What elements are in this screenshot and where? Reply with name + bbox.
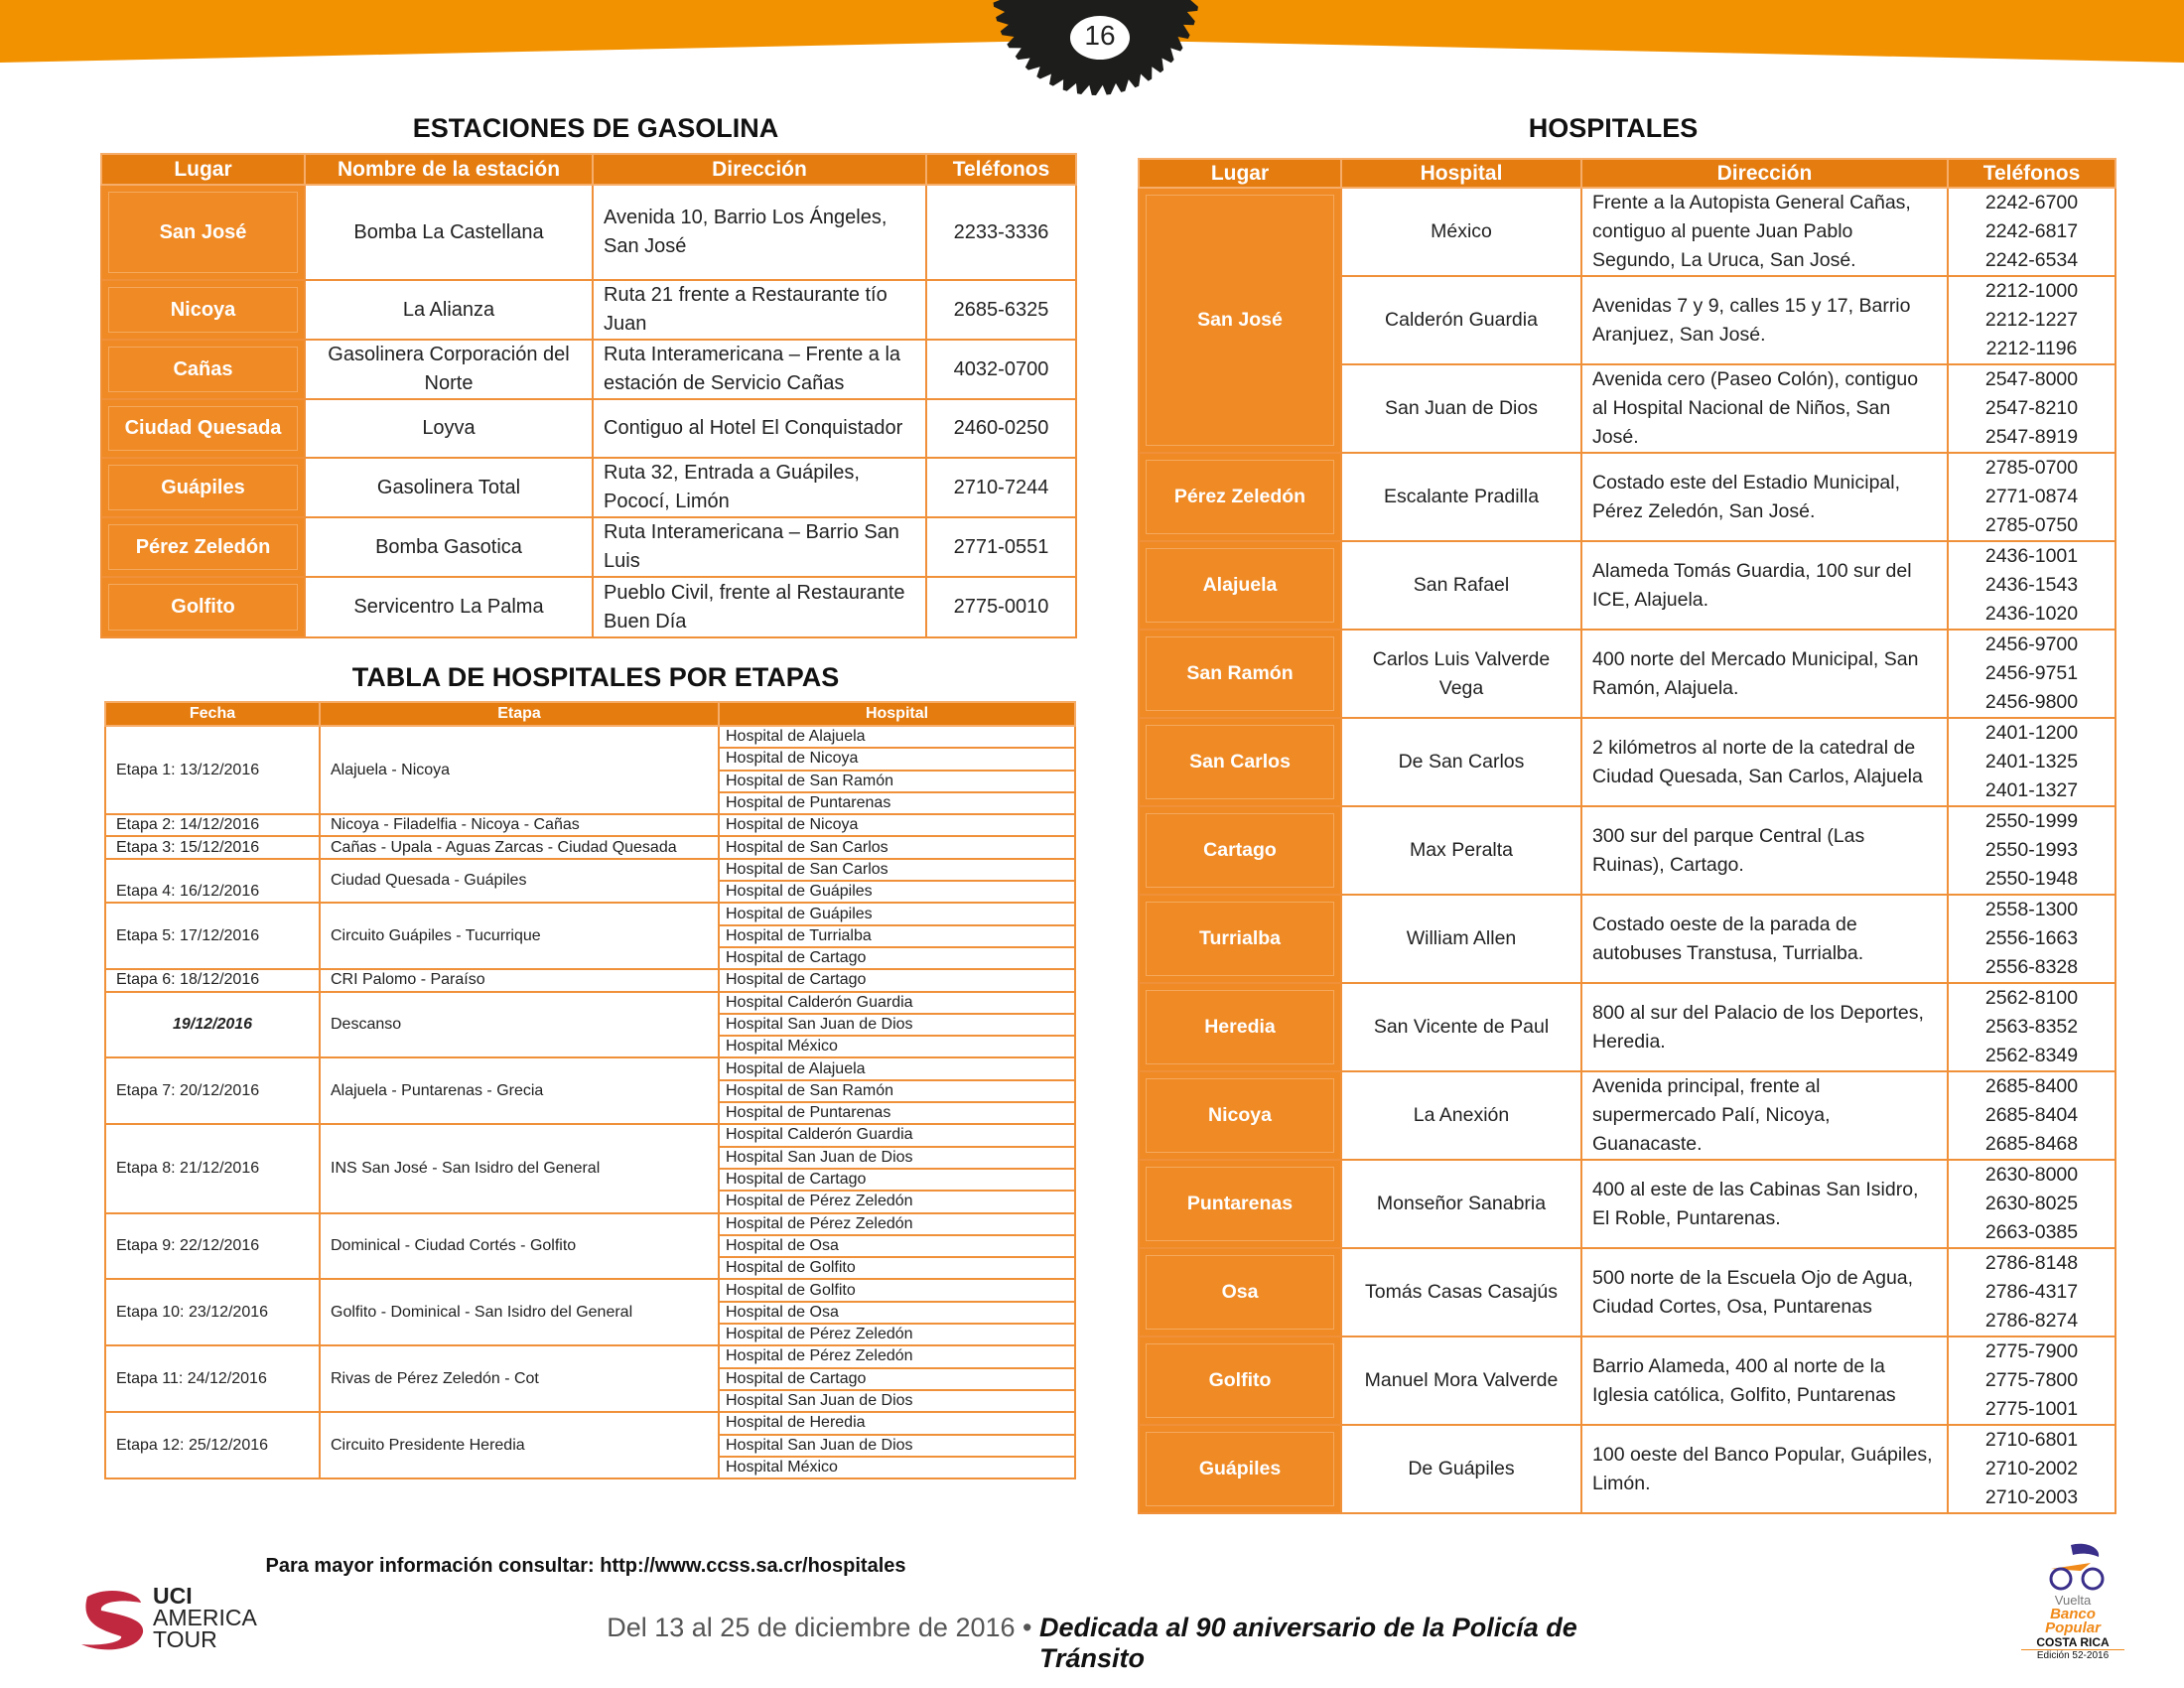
phones-cell [1948, 1336, 2116, 1425]
hospital-name-cell: Escalante Pradilla [1341, 453, 1581, 541]
hospital-cell: Hospital de Guápiles [719, 903, 1075, 924]
phone-number: 2775-7800 [1984, 1369, 2079, 1391]
hospital-name-cell: William Allen [1341, 895, 1581, 983]
station-name-cell: Gasolinera Corporación del Norte [305, 340, 593, 399]
address-cell: Costado oeste de la parada de autobuses Transtusa, Turrialba. [1581, 895, 1948, 983]
date-cell: Etapa 3: 15/12/2016 [105, 836, 320, 858]
phone-number: 2775-7900 [1984, 1340, 2079, 1362]
date-cell: 19/12/2016 [105, 992, 320, 1058]
phone-number: 2785-0750 [1984, 514, 2079, 536]
place-cell: Turrialba [1139, 895, 1341, 983]
col-header-telefonos: Teléfonos [1948, 159, 2116, 188]
hospital-row [1139, 895, 2116, 983]
stage-cell: Nicoya - Filadelfia - Nicoya - Cañas [320, 814, 719, 836]
footer-dates: Del 13 al 25 de diciembre de 2016 • [607, 1613, 1032, 1642]
hospital-cell: Hospital de San Ramón [719, 771, 1075, 792]
phone-number: 2775-1001 [1984, 1398, 2079, 1420]
phones-cell [1948, 1425, 2116, 1513]
stage-cell: Circuito Presidente Heredia [320, 1412, 719, 1478]
hospital-cell: Hospital Calderón Guardia [719, 992, 1075, 1014]
address-cell: Contiguo al Hotel El Conquistador [593, 399, 926, 458]
hospital-cell: Hospital de Guápiles [719, 881, 1075, 903]
phones-cell [1948, 453, 2116, 541]
hospital-row [1139, 806, 2116, 895]
date-cell: Etapa 11: 24/12/2016 [105, 1345, 320, 1412]
phone-number: 2556-1663 [1984, 927, 2079, 949]
date-cell: Etapa 12: 25/12/2016 [105, 1412, 320, 1478]
phone-number: 2436-1020 [1984, 603, 2079, 625]
date-cell: Etapa 6: 18/12/2016 [105, 969, 320, 991]
phones-cell [1948, 983, 2116, 1071]
hospital-cell: Hospital de Golfito [719, 1257, 1075, 1279]
phones-cell [1948, 1248, 2116, 1336]
gas-station-row [101, 280, 1076, 340]
station-name-cell: Loyva [305, 399, 593, 458]
place-cell: Guápiles [1139, 1425, 1341, 1513]
stage-row [105, 859, 1075, 881]
address-cell: Ruta Interamericana – Barrio San Luis [593, 517, 926, 577]
phone-number: 2563-8352 [1984, 1016, 2079, 1038]
place-cell: Nicoya [101, 280, 305, 340]
date-cell: Etapa 9: 22/12/2016 [105, 1213, 320, 1280]
hospital-row [1139, 453, 2116, 541]
stage-row [105, 1279, 1075, 1301]
place-cell: San Ramón [1139, 630, 1341, 718]
hospital-cell: Hospital de Puntarenas [719, 1102, 1075, 1124]
hospital-cell: Hospital de Pérez Zeledón [719, 1213, 1075, 1235]
address-cell: Alameda Tomás Guardia, 100 sur del ICE, Alajuela. [1581, 541, 1948, 630]
phones-cell [1948, 276, 2116, 364]
gas-station-row [101, 517, 1076, 577]
phones-cell [1948, 188, 2116, 276]
phone-number: 2436-1001 [1984, 545, 2079, 567]
hospital-name-cell: Tomás Casas Casajús [1341, 1248, 1581, 1336]
stage-row [105, 1124, 1075, 1146]
gas-station-row [101, 577, 1076, 637]
address-cell: Ruta 21 frente a Restaurante tío Juan [593, 280, 926, 340]
station-name-cell: La Alianza [305, 280, 593, 340]
phone-number: 2685-8404 [1984, 1104, 2079, 1126]
date-cell: Etapa 7: 20/12/2016 [105, 1057, 320, 1124]
phone-cell: 2685-6325 [926, 280, 1076, 340]
hospital-name-cell: México [1341, 188, 1581, 276]
phone-number: 2562-8349 [1984, 1045, 2079, 1066]
hospital-cell: Hospital de Alajuela [719, 726, 1075, 748]
phone-number: 2786-4317 [1984, 1281, 2079, 1303]
stage-row [105, 1412, 1075, 1434]
place-cell: Nicoya [1139, 1071, 1341, 1160]
place-cell: Golfito [101, 577, 305, 637]
phone-number: 2242-6817 [1984, 220, 2079, 242]
phone-number: 2550-1948 [1984, 868, 2079, 890]
place-cell: Heredia [1139, 983, 1341, 1071]
hospital-cell: Hospital de San Carlos [719, 859, 1075, 881]
col-header-direccion: Dirección [593, 154, 926, 185]
phone-number: 2547-8919 [1984, 426, 2079, 448]
address-cell: 2 kilómetros al norte de la catedral de Ciudad Quesada, San Carlos, Alajuela [1581, 718, 1948, 806]
col-header-fecha: Fecha [105, 702, 320, 726]
hospital-cell: Hospital de Pérez Zeledón [719, 1345, 1075, 1367]
phone-number: 2456-9751 [1984, 662, 2079, 684]
hospital-cell: Hospital de Pérez Zeledón [719, 1324, 1075, 1345]
address-cell: 100 oeste del Banco Popular, Guápiles, Limón. [1581, 1425, 1948, 1513]
date-cell: Etapa 2: 14/12/2016 [105, 814, 320, 836]
gas-station-row [101, 185, 1076, 280]
hospital-name-cell: San Vicente de Paul [1341, 983, 1581, 1071]
hospital-cell: Hospital de Osa [719, 1302, 1075, 1324]
date-cell: Etapa 8: 21/12/2016 [105, 1124, 320, 1212]
stage-cell: Descanso [320, 992, 719, 1058]
phone-number: 2436-1543 [1984, 574, 2079, 596]
hospital-row [1139, 541, 2116, 630]
address-cell: Avenida 10, Barrio Los Ángeles, San José [593, 185, 926, 280]
station-name-cell: Servicentro La Palma [305, 577, 593, 637]
hospital-row [1139, 718, 2116, 806]
stage-row [105, 1345, 1075, 1367]
place-cell: San Carlos [1139, 718, 1341, 806]
address-cell: Costado este del Estadio Municipal, Pérez Zeledón, San José. [1581, 453, 1948, 541]
gas-station-row [101, 458, 1076, 517]
phone-number: 2242-6700 [1984, 192, 2079, 213]
phone-number: 2242-6534 [1984, 249, 2079, 271]
phones-cell [1948, 541, 2116, 630]
place-cell: Cartago [1139, 806, 1341, 895]
hospital-name-cell: Max Peralta [1341, 806, 1581, 895]
station-name-cell: Bomba Gasotica [305, 517, 593, 577]
place-cell: Pérez Zeledón [1139, 453, 1341, 541]
phone-number: 2785-0700 [1984, 457, 2079, 479]
stages-title: TABLA DE HOSPITALES POR ETAPAS [351, 662, 840, 692]
phone-number: 2547-8000 [1984, 368, 2079, 390]
col-header-lugar: Lugar [101, 154, 305, 185]
stage-row [105, 1213, 1075, 1235]
phone-number: 2786-8148 [1984, 1252, 2079, 1274]
hospital-row [1139, 630, 2116, 718]
place-cell: Alajuela [1139, 541, 1341, 630]
address-cell: 300 sur del parque Central (Las Ruinas), Cartago. [1581, 806, 1948, 895]
phone-number: 2456-9700 [1984, 633, 2079, 655]
phone-number: 2685-8468 [1984, 1133, 2079, 1155]
col-header-hospital: Hospital [719, 702, 1075, 726]
phones-cell [1948, 895, 2116, 983]
phone-number: 2771-0874 [1984, 486, 2079, 507]
hospital-name-cell: San Rafael [1341, 541, 1581, 630]
date-cell: Etapa 10: 23/12/2016 [105, 1279, 320, 1345]
phone-number: 2212-1227 [1984, 309, 2079, 331]
phone-number: 2562-8100 [1984, 987, 2079, 1009]
stage-row [105, 814, 1075, 836]
hospital-cell: Hospital México [719, 1457, 1075, 1478]
gas-stations-table [100, 153, 1077, 638]
phone-number: 2401-1200 [1984, 722, 2079, 744]
place-cell: Cañas [101, 340, 305, 399]
vuelta-banco-popular-logo: Vuelta Banco Popular COSTA RICA Edición 52-2016 [2021, 1541, 2124, 1665]
phone-cell: 4032-0700 [926, 340, 1076, 399]
date-cell: Etapa 4: 16/12/2016 [105, 859, 320, 904]
stage-cell: Alajuela - Nicoya [320, 726, 719, 814]
phones-cell [1948, 1071, 2116, 1160]
hospitals-title: HOSPITALES [1528, 113, 1699, 143]
col-header-etapa: Etapa [320, 702, 719, 726]
hospital-cell: Hospital de Nicoya [719, 748, 1075, 770]
address-cell: Ruta Interamericana – Frente a la estación de Servicio Cañas [593, 340, 926, 399]
hospital-cell: Hospital de Pérez Zeledón [719, 1191, 1075, 1212]
phone-number: 2663-0385 [1984, 1221, 2079, 1243]
phone-number: 2710-2002 [1984, 1458, 2079, 1479]
phones-cell [1948, 364, 2116, 453]
place-cell: Guápiles [101, 458, 305, 517]
date-cell: Etapa 5: 17/12/2016 [105, 903, 320, 969]
stage-row [105, 1057, 1075, 1079]
phones-cell [1948, 630, 2116, 718]
place-cell: Puntarenas [1139, 1160, 1341, 1248]
place-cell: Ciudad Quesada [101, 399, 305, 458]
date-cell: Etapa 1: 13/12/2016 [105, 726, 320, 814]
hospital-cell: Hospital de Golfito [719, 1279, 1075, 1301]
hospital-cell: Hospital de Cartago [719, 947, 1075, 969]
phones-cell [1948, 806, 2116, 895]
phone-cell: 2775-0010 [926, 577, 1076, 637]
col-header-lugar: Lugar [1139, 159, 1341, 188]
hospital-cell: Hospital de Nicoya [719, 814, 1075, 836]
phone-number: 2630-8000 [1984, 1164, 2079, 1186]
hospital-name-cell: Carlos Luis Valverde Vega [1341, 630, 1581, 718]
hospital-cell: Hospital de Heredia [719, 1412, 1075, 1434]
address-cell: Frente a la Autopista General Cañas, contiguo al puente Juan Pablo Segundo, La Uruca, San José. [1581, 188, 1948, 276]
hospital-cell: Hospital de Cartago [719, 1169, 1075, 1191]
hospital-cell: Hospital de Turrialba [719, 925, 1075, 947]
place-cell: San José [1139, 188, 1341, 453]
phone-number: 2401-1325 [1984, 751, 2079, 773]
hospital-name-cell: Monseñor Sanabria [1341, 1160, 1581, 1248]
hospital-row [1139, 1425, 2116, 1513]
phone-number: 2456-9800 [1984, 691, 2079, 713]
hospital-name-cell: La Anexión [1341, 1071, 1581, 1160]
phone-number: 2547-8210 [1984, 397, 2079, 419]
hospital-cell: Hospital de San Carlos [719, 836, 1075, 858]
address-cell: Avenida principal, frente al supermercado Palí, Nicoya, Guanacaste. [1581, 1071, 1948, 1160]
col-header-nombre: Nombre de la estación [305, 154, 593, 185]
hospital-cell: Hospital Calderón Guardia [719, 1124, 1075, 1146]
place-cell: Golfito [1139, 1336, 1341, 1425]
hospital-cell: Hospital de San Ramón [719, 1080, 1075, 1102]
stage-row [105, 726, 1075, 748]
gas-stations-title: ESTACIONES DE GASOLINA [412, 113, 779, 143]
place-cell: Pérez Zeledón [101, 517, 305, 577]
phone-number: 2630-8025 [1984, 1193, 2079, 1214]
stage-cell: Dominical - Ciudad Cortés - Golfito [320, 1213, 719, 1280]
page-number: 16 [1084, 20, 1116, 51]
hospital-cell: Hospital de Puntarenas [719, 792, 1075, 814]
phone-number: 2710-6801 [1984, 1429, 2079, 1451]
phone-number: 2558-1300 [1984, 899, 2079, 920]
hospital-cell: Hospital México [719, 1036, 1075, 1057]
col-header-telefonos: Teléfonos [926, 154, 1076, 185]
gas-station-row [101, 340, 1076, 399]
hospital-row [1139, 1248, 2116, 1336]
hospital-cell: Hospital San Juan de Dios [719, 1014, 1075, 1036]
station-name-cell: Gasolinera Total [305, 458, 593, 517]
stage-cell: CRI Palomo - Paraíso [320, 969, 719, 991]
stages-table [104, 701, 1076, 1479]
uci-america-tour-logo: UCI AMERICA TOUR [153, 1583, 257, 1652]
hospital-name-cell: San Juan de Dios [1341, 364, 1581, 453]
address-cell: 400 norte del Mercado Municipal, San Ramón, Alajuela. [1581, 630, 1948, 718]
footer-dedication: Dedicada al 90 aniversario de la Policía de Tránsito [1038, 1613, 1577, 1673]
address-cell: Ruta 32, Entrada a Guápiles, Pococí, Limón [593, 458, 926, 517]
stage-cell: Alajuela - Puntarenas - Grecia [320, 1057, 719, 1124]
stage-row [105, 992, 1075, 1014]
hospital-name-cell: De Guápiles [1341, 1425, 1581, 1513]
address-cell: 400 al este de las Cabinas San Isidro, El Roble, Puntarenas. [1581, 1160, 1948, 1248]
hospital-cell: Hospital de Cartago [719, 1368, 1075, 1390]
phone-cell: 2233-3336 [926, 185, 1076, 280]
more-info-link[interactable]: Para mayor información consultar: http://www.ccss.sa.cr/hospitales [265, 1555, 906, 1577]
phone-number: 2401-1327 [1984, 779, 2079, 801]
address-cell: Pueblo Civil, frente al Restaurante Buen Día [593, 577, 926, 637]
stage-cell: Golfito - Dominical - San Isidro del General [320, 1279, 719, 1345]
phone-number: 2710-2003 [1984, 1486, 2079, 1508]
hospital-cell: Hospital San Juan de Dios [719, 1147, 1075, 1169]
address-cell: 800 al sur del Palacio de los Deportes, Heredia. [1581, 983, 1948, 1071]
phone-number: 2212-1000 [1984, 280, 2079, 302]
hospital-name-cell: Calderón Guardia [1341, 276, 1581, 364]
col-header-hospital: Hospital [1341, 159, 1581, 188]
phones-cell [1948, 1160, 2116, 1248]
footer-text [556, 1613, 1628, 1674]
gas-station-row [101, 399, 1076, 458]
stage-cell: Cañas - Upala - Aguas Zarcas - Ciudad Quesada [320, 836, 719, 858]
hospital-cell: Hospital de Osa [719, 1235, 1075, 1257]
hospital-row [1139, 1336, 2116, 1425]
phone-number: 2550-1999 [1984, 810, 2079, 832]
phone-number: 2685-8400 [1984, 1075, 2079, 1097]
hospital-row [1139, 983, 2116, 1071]
hospitals-table [1138, 158, 2116, 1514]
phone-number: 2556-8328 [1984, 956, 2079, 978]
stage-row [105, 836, 1075, 858]
phone-cell: 2460-0250 [926, 399, 1076, 458]
stage-cell: Ciudad Quesada - Guápiles [320, 859, 719, 904]
phone-cell: 2710-7244 [926, 458, 1076, 517]
hospital-name-cell: De San Carlos [1341, 718, 1581, 806]
hospital-row [1139, 1160, 2116, 1248]
hospital-cell: Hospital de Alajuela [719, 1057, 1075, 1079]
hospital-cell: Hospital San Juan de Dios [719, 1435, 1075, 1457]
hospital-row [1139, 1071, 2116, 1160]
hospital-name-cell: Manuel Mora Valverde [1341, 1336, 1581, 1425]
stage-cell: Circuito Guápiles - Tucurrique [320, 903, 719, 969]
stage-row [105, 969, 1075, 991]
hospital-cell: Hospital de Cartago [719, 969, 1075, 991]
hospital-cell: Hospital San Juan de Dios [719, 1390, 1075, 1412]
phone-cell: 2771-0551 [926, 517, 1076, 577]
stage-row [105, 903, 1075, 924]
address-cell: Barrio Alameda, 400 al norte de la Iglesia católica, Golfito, Puntarenas [1581, 1336, 1948, 1425]
stage-cell: Rivas de Pérez Zeledón - Cot [320, 1345, 719, 1412]
place-cell: Osa [1139, 1248, 1341, 1336]
phone-number: 2212-1196 [1985, 338, 2078, 359]
place-cell: San José [101, 185, 305, 280]
phones-cell [1948, 718, 2116, 806]
station-name-cell: Bomba La Castellana [305, 185, 593, 280]
hospital-row [1139, 188, 2116, 276]
phone-number: 2786-8274 [1984, 1310, 2079, 1332]
phone-number: 2550-1993 [1984, 839, 2079, 861]
address-cell: Avenida cero (Paseo Colón), contiguo al Hospital Nacional de Niños, San José. [1581, 364, 1948, 453]
col-header-direccion: Dirección [1581, 159, 1948, 188]
stage-cell: INS San José - San Isidro del General [320, 1124, 719, 1212]
address-cell: 500 norte de la Escuela Ojo de Agua, Ciudad Cortes, Osa, Puntarenas [1581, 1248, 1948, 1336]
address-cell: Avenidas 7 y 9, calles 15 y 17, Barrio Aranjuez, San José. [1581, 276, 1948, 364]
